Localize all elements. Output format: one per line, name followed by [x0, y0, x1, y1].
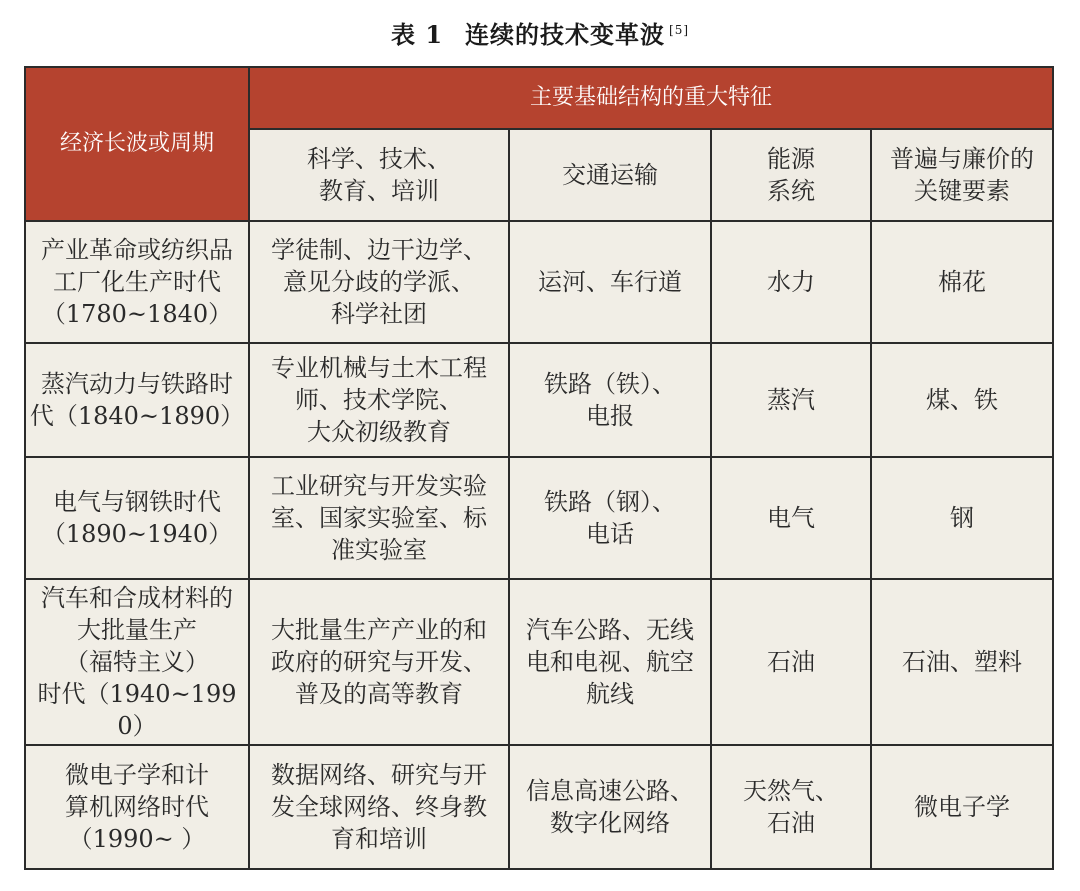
column-header-energy: 能源 系统 [711, 129, 871, 221]
era-cell: 汽车和合成材料的 大批量生产 （福特主义） 时代（1940~1990） [25, 579, 249, 745]
table-row [25, 457, 1053, 579]
transport-cell: 运河、车行道 [509, 221, 711, 343]
key-factor-cell: 棉花 [871, 221, 1053, 343]
caption-reference: [5] [669, 23, 690, 37]
era-cell: 产业革命或纺织品 工厂化生产时代 （1780~1840） [25, 221, 249, 343]
table-row [25, 745, 1053, 869]
science-cell: 专业机械与土木工程 师、技术学院、 大众初级教育 [249, 343, 509, 457]
energy-cell: 天然气、 石油 [711, 745, 871, 869]
key-factor-cell: 煤、铁 [871, 343, 1053, 457]
key-factor-cell: 石油、塑料 [871, 579, 1053, 745]
era-cell: 蒸汽动力与铁路时 代（1840~1890） [25, 343, 249, 457]
energy-cell: 石油 [711, 579, 871, 745]
energy-cell: 蒸汽 [711, 343, 871, 457]
transport-cell: 信息高速公路、 数字化网络 [509, 745, 711, 869]
key-factor-cell: 钢 [871, 457, 1053, 579]
table-row [25, 221, 1053, 343]
caption-title: 连续的技术变革波 [465, 20, 666, 49]
energy-cell: 水力 [711, 221, 871, 343]
column-header-key-factor: 普遍与廉价的 关键要素 [871, 129, 1053, 221]
table-caption [0, 10, 1080, 50]
table-row [25, 343, 1053, 457]
technology-wave-table [24, 66, 1054, 870]
header-row-group [25, 67, 1053, 129]
era-cell: 微电子学和计 算机网络时代 （1990~ ） [25, 745, 249, 869]
table-row [25, 579, 1053, 745]
energy-cell: 电气 [711, 457, 871, 579]
group-header: 主要基础结构的重大特征 [249, 67, 1053, 129]
column-header-transport: 交通运输 [509, 129, 711, 221]
transport-cell: 汽车公路、无线 电和电视、航空 航线 [509, 579, 711, 745]
science-cell: 学徒制、边干边学、 意见分歧的学派、 科学社团 [249, 221, 509, 343]
column-header-science: 科学、技术、 教育、培训 [249, 129, 509, 221]
era-cell: 电气与钢铁时代 （1890~1940） [25, 457, 249, 579]
caption-label: 表 1 [390, 20, 444, 49]
science-cell: 大批量生产产业的和 政府的研究与开发、 普及的高等教育 [249, 579, 509, 745]
key-factor-cell: 微电子学 [871, 745, 1053, 869]
science-cell: 数据网络、研究与开 发全球网络、终身教 育和培训 [249, 745, 509, 869]
row-header-title: 经济长波或周期 [25, 67, 249, 221]
transport-cell: 铁路（钢）、 电话 [509, 457, 711, 579]
science-cell: 工业研究与开发实验 室、国家实验室、标 准实验室 [249, 457, 509, 579]
transport-cell: 铁路（铁）、 电报 [509, 343, 711, 457]
